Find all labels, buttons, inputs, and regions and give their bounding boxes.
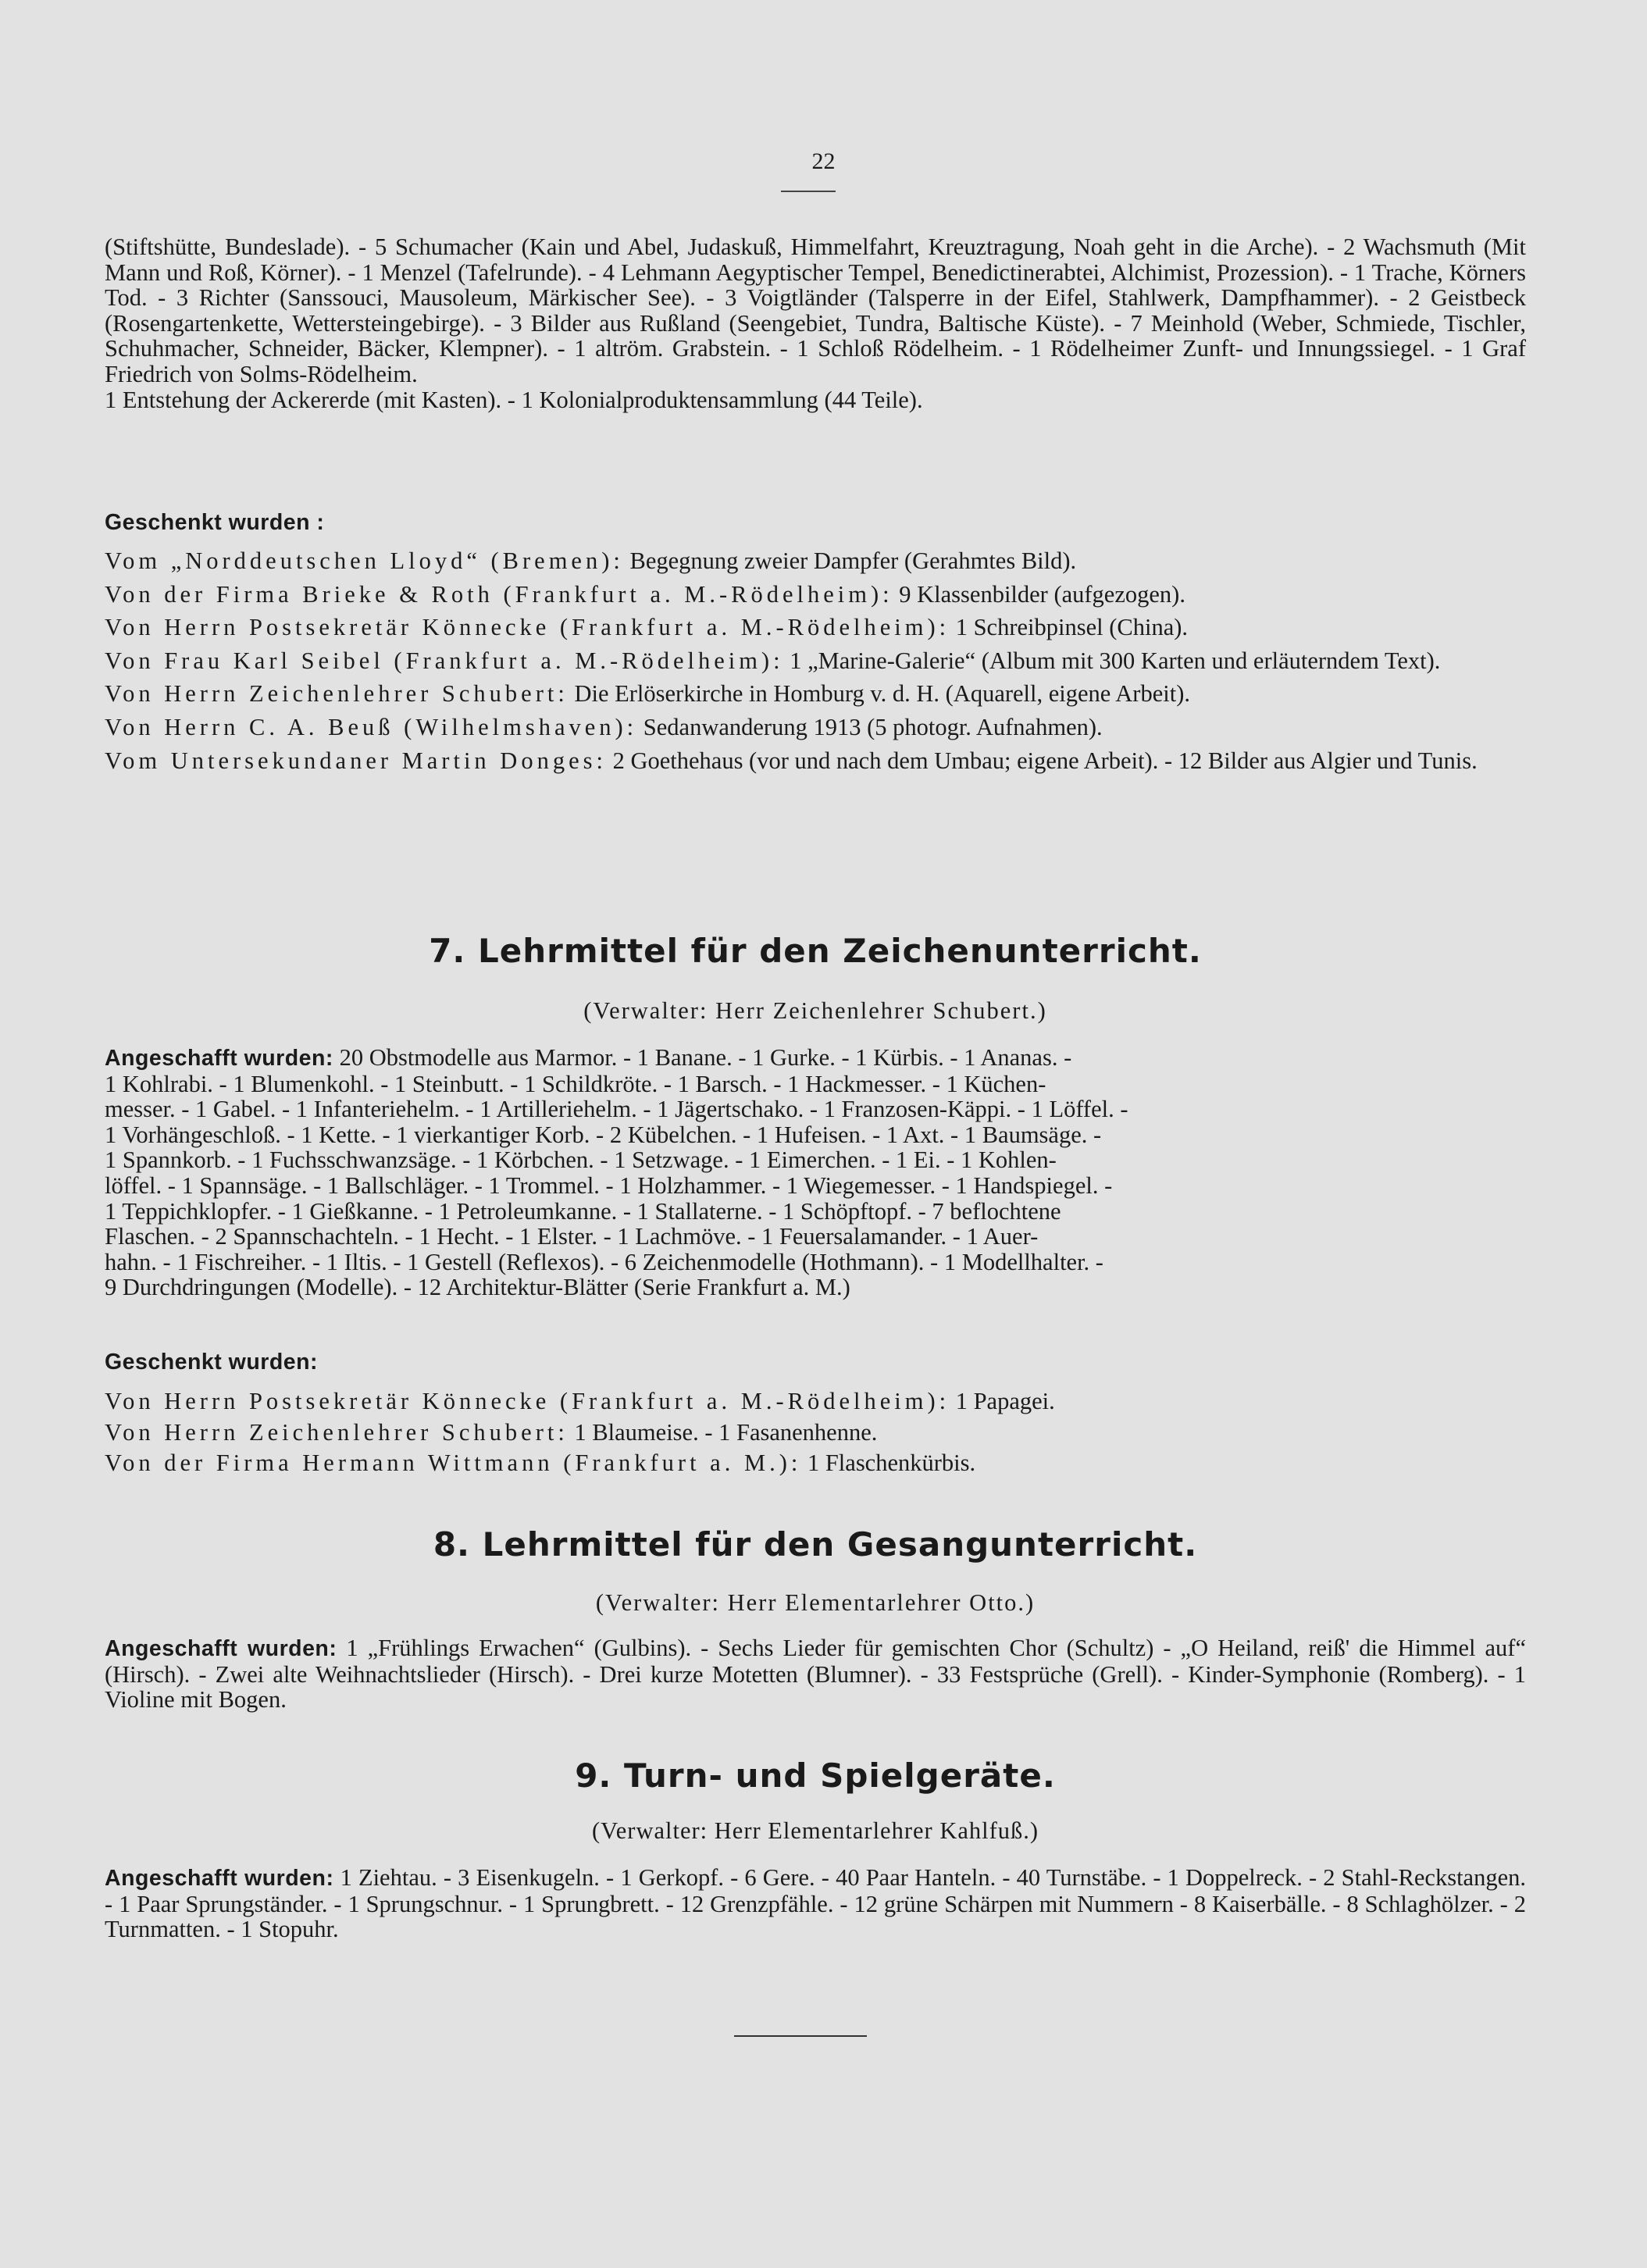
- bought-text: 1 „Frühlings Erwachen“ (Gulbins). - Sechs Lieder für gemischten Chor (Schultz) - „O Heiland, reiß' die Himmel auf“ (Hirsch). - Zwei alte Weihnachtslieder (Hirsch). - Drei kurze Motetten (Blumner). - 33 Festsprüche (Grell). - Kinder-Symphonie (Romberg). - 1 Violine mit Bogen.: [105, 1635, 1526, 1713]
- gifts-label: Geschenkt wurden :: [105, 510, 325, 535]
- end-rule: [734, 2035, 867, 2037]
- gift-item: 1 Schreibpinsel (China).: [955, 614, 1189, 641]
- gift-item: 9 Klassenbilder (aufgezogen).: [899, 580, 1185, 608]
- section-7-gifts-label: Geschenkt wurden:: [105, 1350, 318, 1375]
- gift-donor: Vom „Norddeutschen Lloyd“ (Bremen):: [105, 547, 624, 574]
- gift-entry: [105, 748, 1526, 774]
- gift-donor: Von Herrn Postsekretär Könnecke (Frankfurt a. M.-Rödelheim):: [105, 1388, 950, 1414]
- page-number: 22: [811, 148, 836, 174]
- intro-last-line: 1 Entstehung der Ackererde (mit Kasten). - 1 Kolonialproduktensammlung (44 Teile).: [105, 386, 923, 413]
- gift-entry: [105, 1420, 1526, 1446]
- section-7-title: 7. Lehrmittel für den Zeichenunterricht.: [429, 932, 1202, 970]
- gift-donor: Von Frau Karl Seibel (Frankfurt a. M.-Rödelheim):: [105, 647, 784, 674]
- bought-paragraph: [105, 1865, 1526, 1942]
- section-9-title: 9. Turn- und Spielgeräte.: [575, 1756, 1056, 1795]
- gift-item: 1 Flaschenkürbis.: [807, 1450, 976, 1477]
- section-9-admin: (Verwalter: Herr Elementarlehrer Kahlfuß.): [591, 1817, 1039, 1844]
- page-number-rule: [781, 191, 836, 192]
- bought-line: 1 Vorhängeschloß. - 1 Kette. - 1 vierkantiger Korb. - 2 Kübelchen. - 1 Hufeisen. - 1 Axt. - 1 Baumsäge. -: [105, 1121, 1102, 1148]
- bought-line: hahn. - 1 Fischreiher. - 1 Iltis. - 1 Gestell (Reflexos). - 6 Zeichenmodelle (Hothmann). - 1 Modellhalter. -: [105, 1248, 1103, 1275]
- gift-item: Die Erlöserkirche in Homburg v. d. H. (Aquarell, eigene Arbeit).: [574, 680, 1190, 708]
- bought-line: [105, 1045, 1526, 1072]
- gift-donor: Von der Firma Brieke & Roth (Frankfurt a. M.-Rödelheim):: [105, 580, 893, 608]
- bought-text: 1 Ziehtau. - 3 Eisenkugeln. - 1 Gerkopf. - 6 Gere. - 40 Paar Hanteln. - 40 Turnstäbe. - 1 Doppelreck. - 2 Stahl-Reckstangen. - 1 Paar Sprungständer. - 1 Sprungschnur. - 1 Sprungbrett. - 12 Grenzpfähle. - 12 grüne Schärpen mit Nummern - 8 Kaiserbälle. - 8 Schlaghölzer. - 2 Turnmatten. - 1 Stopuhr.: [105, 1864, 1526, 1943]
- gift-item: 1 Blaumeise. - 1 Fasanenhenne.: [574, 1418, 878, 1446]
- bought-text: 20 Obstmodelle aus Marmor. - 1 Banane. - 1 Gurke. - 1 Kürbis. - 1 Ananas. -: [339, 1044, 1072, 1071]
- gift-entry: [105, 648, 1526, 674]
- gift-donor: Von Herrn Postsekretär Könnecke (Frankfurt a. M.-Rödelheim):: [105, 614, 950, 641]
- gift-item: 1 Papagei.: [955, 1388, 1055, 1414]
- intro-section: [105, 234, 1526, 412]
- bought-line: 1 Teppichklopfer. - 1 Gießkanne. - 1 Petroleumkanne. - 1 Stallaterne. - 1 Schöpftopf. - 7 beflochtene: [105, 1197, 1061, 1225]
- gift-entry: [105, 548, 1526, 574]
- gift-item: Begegnung zweier Dampfer (Gerahmtes Bild).: [629, 547, 1077, 574]
- bought-line: Flaschen. - 2 Spannschachteln. - 1 Hecht. - 1 Elster. - 1 Lachmöve. - 1 Feuersalamander. - 1 Auer-: [105, 1223, 1039, 1250]
- gift-item: 2 Goethehaus (vor und nach dem Umbau; eigene Arbeit). - 12 Bilder aus Algier und Tunis.: [612, 747, 1478, 774]
- section-9-bought-label: Angeschafft wurden:: [105, 1866, 334, 1891]
- gift-donor: Von Herrn Zeichenlehrer Schubert:: [105, 1418, 569, 1446]
- bought-line: messer. - 1 Gabel. - 1 Infanteriehelm. - 1 Artilleriehelm. - 1 Jägertschako. - 1 Franzosen-Käppi. - 1 Löffel. -: [105, 1096, 1128, 1123]
- section-8-bought-label: Angeschafft wurden:: [105, 1636, 337, 1661]
- gift-entry: [105, 615, 1526, 640]
- bought-line: löffel. - 1 Spannsäge. - 1 Ballschläger. - 1 Trommel. - 1 Holzhammer. - 1 Wiegemesser. - 1 Handspiegel. -: [105, 1171, 1113, 1199]
- gifts-list: [105, 548, 1526, 773]
- section-7-gifts-list: [105, 1389, 1526, 1476]
- gift-donor: Von der Firma Hermann Wittmann (Frankfurt a. M.):: [105, 1450, 802, 1477]
- gift-donor: Von Herrn Zeichenlehrer Schubert:: [105, 680, 569, 708]
- gift-donor: Vom Untersekundaner Martin Donges:: [105, 747, 607, 774]
- bought-line: 1 Spannkorb. - 1 Fuchsschwanzsäge. - 1 Körbchen. - 1 Setzwage. - 1 Eimerchen. - 1 Ei. - 1 Kohlen-: [105, 1146, 1057, 1174]
- section-8-title: 8. Lehrmittel für den Gesangunterricht.: [433, 1525, 1198, 1564]
- intro-paragraph: (Stiftshütte, Bundeslade). - 5 Schumacher (Kain und Abel, Judaskuß, Himmelfahrt, Kreuztragung, Noah geht in die Arche). - 2 Wachsmuth (Mit Mann und Roß, Körner). - 1 Menzel (Tafelrunde). - 4 Lehmann Aegyptischer Tempel, Benedictinerabtei, Alchimist, Prozession). - 1 Trache, Körners Tod. - 3 Richter (Sanssouci, Mausoleum, Märkischer See). - 3 Voigtländer (Talsperre in der Eifel, Stahlwerk, Dampfhammer). - 2 Geistbeck (Rosengartenkette, Wettersteingebirge). - 3 Bilder aus Rußland (Seengebiet, Tundra, Baltische Küste). - 7 Meinhold (Weber, Schmiede, Tischler, Schuhmacher, Schneider, Bäcker, Klempner). - 1 altröm. Grabstein. - 1 Schloß Rödelheim. - 1 Rödelheimer Zunft- und Innungssiegel. - 1 Graf Friedrich von Solms-Rödelheim.: [105, 234, 1526, 387]
- bought-line: 1 Kohlrabi. - 1 Blumenkohl. - 1 Steinbutt. - 1 Schildkröte. - 1 Barsch. - 1 Hackmesser. - 1 Küchen-: [105, 1070, 1046, 1097]
- section-7-bought-label: Angeschafft wurden:: [105, 1046, 333, 1071]
- gifts-section: [105, 510, 1526, 536]
- bought-line: 9 Durchdringungen (Modelle). - 12 Architektur-Blätter (Serie Frankfurt a. M.): [105, 1274, 850, 1301]
- gift-entry: [105, 1389, 1526, 1414]
- section-7-bought: [105, 1045, 1526, 1300]
- gift-entry: [105, 681, 1526, 707]
- section-8-admin: (Verwalter: Herr Elementarlehrer Otto.): [595, 1589, 1036, 1616]
- gift-entry: [105, 715, 1526, 740]
- section-9-bought: [105, 1865, 1526, 1942]
- gift-donor: Von Herrn C. A. Beuß (Wilhelmshaven):: [105, 713, 638, 740]
- gift-item: 1 „Marine-Galerie“ (Album mit 300 Karten und erläuterndem Text).: [790, 647, 1441, 674]
- section-8-bought: [105, 1635, 1526, 1713]
- section-7-gifts: [105, 1350, 1526, 1375]
- bought-paragraph: [105, 1635, 1526, 1713]
- gift-entry: [105, 582, 1526, 608]
- gift-item: Sedanwanderung 1913 (5 photogr. Aufnahmen).: [643, 713, 1103, 740]
- section-7-admin: (Verwalter: Herr Zeichenlehrer Schubert.): [583, 997, 1047, 1024]
- gift-entry: [105, 1450, 1526, 1476]
